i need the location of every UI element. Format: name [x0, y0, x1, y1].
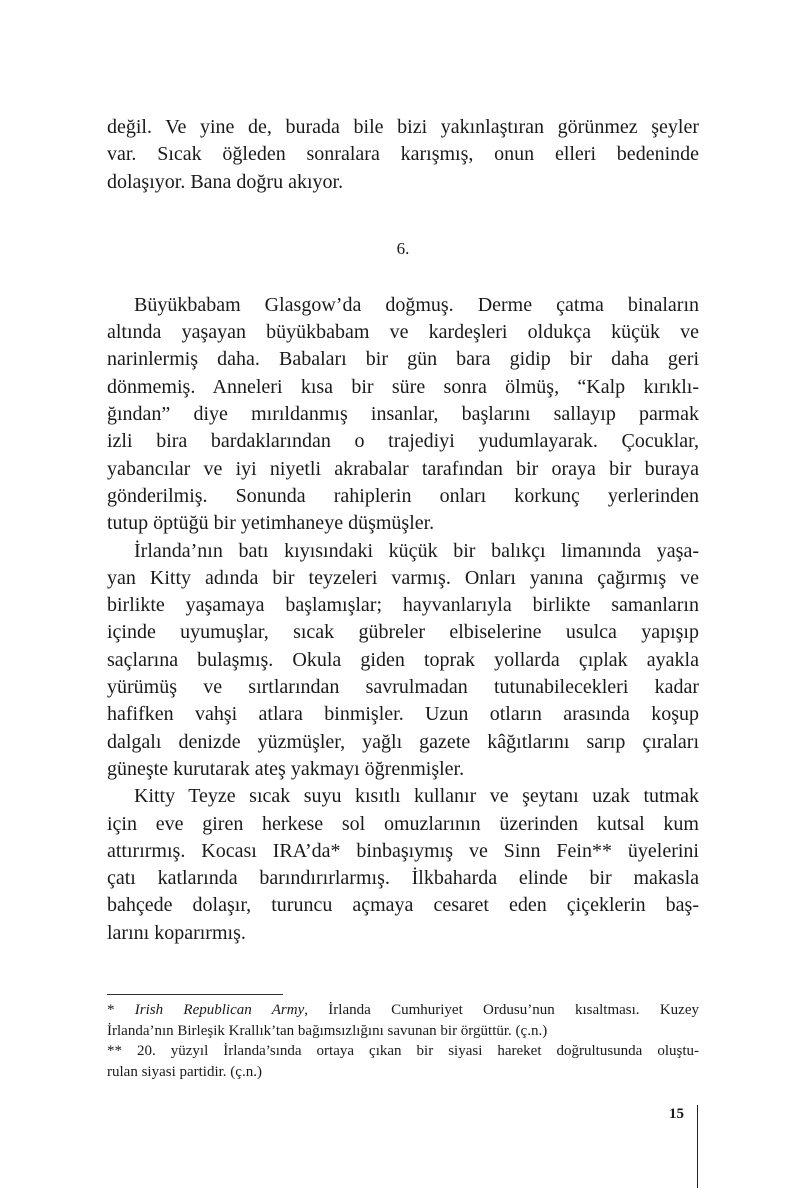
paragraph-3: [107, 783, 699, 947]
margin-rule: [697, 1105, 698, 1188]
text-line: yabancılar ve iyi niyetli akrabalar tarafından bir oraya bir buraya: [107, 457, 699, 480]
text-line: için eve giren herkese sol omuzlarının üzerinden kutsal kum: [107, 812, 699, 835]
text-line: güneşte kurutarak ateş yakmayı öğrenmişler.: [107, 757, 465, 780]
footnote-divider: [107, 994, 283, 995]
text-line: ğından” diye mırıldanmış insanlar, başlarını sallayıp parmak: [107, 403, 699, 426]
footnote-2: ** 20. yüzyıl İrlanda’sında ortaya çıkan bir siyasi hareket doğrultusunda oluştu-: [107, 1043, 699, 1059]
text-line: attırırmış. Kocası IRA’da* binbaşıymış ve Sinn Fein** üyelerini: [107, 839, 699, 862]
text-line: Büyükbabam Glasgow’da doğmuş. Derme çatma binaların: [134, 293, 699, 316]
text-line: hafifken vahşi atlara binmişler. Uzun otların arasında koşup: [107, 703, 699, 726]
text-line: dolaşıyor. Bana doğru akıyor.: [107, 170, 344, 193]
section-number: 6.: [396, 238, 410, 258]
text-line: yürümüş ve sırtlarından savrulmadan tutunabilecekleri kadar: [107, 676, 699, 699]
text-line: İrlanda’nın batı kıyısındaki küçük bir balıkçı limanında yaşa-: [134, 539, 699, 562]
text-line: dalgalı denizde yüzmüşler, yağlı gazete kâğıtlarını sarıp çıraları: [107, 730, 699, 753]
footnote-1-continued: İrlanda’nın Birleşik Krallık’tan bağımsızlığını savunan bir örgüttür. (ç.n.): [107, 1022, 548, 1039]
text-line: var. Sıcak öğleden sonralara karışmış, onun elleri bedeninde: [107, 143, 699, 166]
text-line: içinde uyumuşlar, sıcak gübreler elbiselerine usulca yapışıp: [107, 621, 699, 644]
footnotes: [107, 1000, 699, 1082]
text-line: bahçede dolaşır, turuncu açmaya cesaret eden çiçeklerin baş-: [107, 894, 699, 917]
paragraph-2: [107, 538, 699, 784]
text-line: çatı katlarında barındırırlarmış. İlkbaharda elinde bir makasla: [107, 867, 699, 890]
page-body: [107, 114, 699, 947]
text-line: izli bira bardaklarından o trajediyi yudumlayarak. Çocuklar,: [107, 430, 699, 453]
text-line: altında yaşayan büyükbabam ve kardeşleri oldukça küçük ve: [107, 321, 699, 344]
text-line: yan Kitty adında bir teyzeleri varmış. Onları yanına çağırmış ve: [107, 566, 699, 589]
text-line: saçlarına bulaşmış. Okula giden toprak yollarda çıplak ayakla: [107, 648, 699, 671]
text-line: narinlermiş daha. Babaları bir gün bara gidip bir daha geri: [107, 348, 699, 371]
text-line: değil. Ve yine de, burada bile bizi yakınlaştıran görünmez şeyler: [107, 116, 699, 138]
footnote-marker: *: [107, 1002, 135, 1018]
footnote-text: , İrlanda Cumhuriyet Ordusu’nun kısaltması. Kuzey: [304, 1002, 699, 1018]
text-line: Kitty Teyze sıcak suyu kısıtlı kullanır ve şeytanı uzak tutmak: [134, 785, 699, 808]
footnote-1: [107, 1000, 699, 1021]
page-number: 15: [669, 1106, 684, 1122]
text-line: larını koparırmış.: [107, 921, 246, 944]
text-line: tutup öptüğü bir yetimhaneye düşmüşler.: [107, 512, 435, 535]
text-line: dönmemiş. Anneleri kısa bir süre sonra ölmüş, “Kalp kırıklı-: [107, 375, 699, 398]
footnote-term: Irish Republican Army: [134, 1002, 305, 1018]
text-line: gönderilmiş. Sonunda rahiplerin onları korkunç yerlerinden: [107, 484, 699, 507]
footnote-2-continued: rulan siyasi partidir. (ç.n.): [107, 1063, 262, 1080]
paragraph-1: [107, 292, 699, 538]
text-line: birlikte yaşamaya başlamışlar; hayvanlarıyla birlikte samanların: [107, 594, 699, 617]
intro-paragraph: [107, 114, 699, 196]
